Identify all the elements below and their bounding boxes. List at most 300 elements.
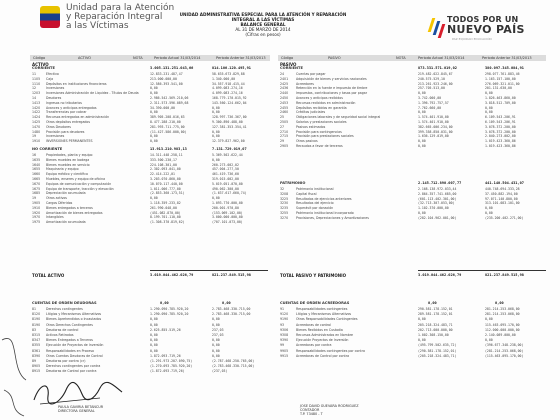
account-code: 3230 xyxy=(280,201,289,206)
account-label: Deudoras de Control por contra xyxy=(46,369,97,374)
account-label: Efectivo xyxy=(46,72,59,76)
amount-current: 1.574.401.910,00 xyxy=(418,115,449,120)
amount-previous: 0,00 xyxy=(212,110,220,115)
account-label: Superávit por donación xyxy=(296,206,334,211)
amount-previous: (1.637.617.660,74) xyxy=(212,191,247,196)
amount-previous: 1.826.463.860,00 xyxy=(485,96,516,100)
amount-current: 257.705.513,00 xyxy=(418,86,445,91)
liabilities-current-heading: CORRIENTE xyxy=(280,66,303,70)
memo-credit-total: 0,00 xyxy=(428,301,437,305)
account-code: 83 xyxy=(32,327,37,332)
amount-previous: 281.214.253.068,00 xyxy=(485,307,520,311)
account-code: 3208 xyxy=(280,191,289,196)
col-activo: ACTIVO xyxy=(78,56,92,60)
account-label: Litigios y Mecanismos Alternativos xyxy=(46,312,102,317)
unit-name-logo xyxy=(66,4,174,31)
amount-current: 0,00 xyxy=(150,343,158,348)
amount-current: 1.011.006.777,00 xyxy=(150,186,181,191)
liability-column-header xyxy=(278,55,546,61)
assets-noncurrent-heading: NO CORRIENTE xyxy=(32,147,63,151)
assets-total-rule xyxy=(150,270,268,271)
signer-right xyxy=(300,404,359,416)
amount-previous: 58.635.673.829,88 xyxy=(212,72,245,76)
account-code: 9905 xyxy=(280,348,289,353)
amount-previous: 1.019.423.360,86 xyxy=(485,144,516,148)
amount-current: 0,00 xyxy=(150,139,158,144)
amount-previous: 276.069.321.011,00 xyxy=(485,81,520,86)
account-code: 8361 xyxy=(32,348,41,353)
amount-previous: 2.140.089.000,00 xyxy=(485,333,516,337)
amount-previous: 0,00 xyxy=(212,105,220,110)
amount-previous: 201.131.630,00 xyxy=(485,86,512,91)
account-code: 8915 xyxy=(32,369,41,374)
amount-previous: 0,00 xyxy=(212,348,220,353)
amount-current: 0,00 xyxy=(150,86,158,91)
amount-previous: 0,00 xyxy=(485,317,493,322)
amount-current: (601.113.402.301,00) xyxy=(418,196,457,201)
signer-left-role: DIRECTORA GENERAL xyxy=(58,409,95,413)
account-code: 8190 xyxy=(32,317,41,322)
amount-current: (11.427.586.000,00) xyxy=(150,129,187,134)
account-label: Provisión para prestaciones sociales xyxy=(296,134,354,139)
account-code: 3270 xyxy=(280,215,289,220)
amount-current: 0,00 xyxy=(418,91,426,96)
account-label: Deudores xyxy=(46,96,62,100)
account-code: 1905 xyxy=(32,201,41,205)
amount-previous: 0,00 xyxy=(212,157,220,162)
scribble-marks xyxy=(0,300,30,420)
account-label: Otros depósitos entregados xyxy=(46,120,91,124)
doc-date: AL 31 DE MARZO DE 2014 xyxy=(235,27,291,32)
account-label: Adquisición de bienes y servicios nacionales xyxy=(296,76,367,81)
account-label: Bienes Entregados a Terceros xyxy=(46,338,93,343)
account-label: Provisión para deudores xyxy=(46,129,85,134)
account-label: Cargos Diferidos xyxy=(46,201,73,205)
account-label: Recursos recibidos en administración xyxy=(296,100,356,105)
amount-current: 213.261.923.246,00 xyxy=(418,81,453,86)
account-label: Acreedores xyxy=(296,81,314,86)
signer-right-id: T.P. 73480 - T xyxy=(300,412,323,416)
account-code: 9308 xyxy=(280,333,289,337)
account-code: 2460 xyxy=(280,110,289,115)
account-label: Responsabilidades contingentes xyxy=(296,307,348,311)
amount-previous: 112.000.000.000,00 xyxy=(485,327,520,332)
account-code: 1910 xyxy=(32,139,41,144)
account-label: Otros Derechos Contingentes xyxy=(46,322,93,327)
amount-current: 0,00 xyxy=(150,317,158,322)
amount-current: 1.636.129.019,00 xyxy=(418,134,449,139)
amount-current: 3.203.070.860,00 xyxy=(150,177,181,181)
amount-current: 2.864.357.741.685,00 xyxy=(418,191,457,196)
total-liabilities-equity-prev: 821.237.849.515,98 xyxy=(485,273,524,277)
amount-current: 240.575.529,10 xyxy=(418,76,445,81)
account-label: Derechos contingentes por contra xyxy=(46,364,101,369)
amount-previous: 128.997.736.367,00 xyxy=(212,115,247,120)
account-code: 12 xyxy=(32,86,37,91)
account-code: 1685 xyxy=(32,191,41,196)
amount-previous: 0,00 xyxy=(212,317,220,322)
amount-current: 0,00 xyxy=(418,144,426,148)
amount-current: 7.762.660,00 xyxy=(418,105,442,110)
amount-current: (1.270.093.785.920,20) xyxy=(150,364,193,369)
account-code: 8905 xyxy=(32,364,41,369)
account-label: Otras Cuentas Deudoras de Control xyxy=(46,353,103,358)
amount-current: (495.799.502.635,72) xyxy=(418,343,457,348)
assets-noncurrent-total-prev: 7.131.729.019,07 xyxy=(212,147,247,151)
account-label: Otros activos xyxy=(46,196,67,201)
account-code: 1422 xyxy=(32,110,41,115)
amount-previous: 5.369.502.622,44 xyxy=(212,153,243,157)
amount-previous: 6.109.543.206,91 xyxy=(485,120,516,124)
amount-previous: 2.783.468.330.715,00 xyxy=(212,312,251,317)
amount-current: 382.665.006.234,00 xyxy=(418,124,453,129)
account-code: 2505 xyxy=(280,120,289,124)
account-label: Pasivos estimados xyxy=(296,124,326,129)
account-label: Amortización de bienes entregados xyxy=(46,210,103,215)
amount-previous: 4.099.083.274,16 xyxy=(212,91,243,96)
account-label: Retención en la fuente e impuesto de timbre xyxy=(296,86,368,91)
account-code: 9915 xyxy=(280,353,289,358)
account-code: 1675 xyxy=(32,186,41,191)
amount-previous: 0,00 xyxy=(485,91,493,96)
equity-total-prev: 441.140.504.431,07 xyxy=(485,181,524,185)
account-code: 1910 xyxy=(32,205,41,210)
account-label: Responsabilidades contingentes por contra xyxy=(296,348,365,353)
brand-line2: NUEVO PAÍS xyxy=(447,23,525,36)
unit-name-line3: a las Víctimas xyxy=(66,21,129,31)
memo-debit-total-prev: 0,00 xyxy=(222,301,231,305)
amount-current: 2.986.542.569.210,06 xyxy=(150,96,189,100)
account-code: 3225 xyxy=(280,196,289,201)
account-code: 1655 xyxy=(32,167,41,172)
signer-right-name: JOSE DAVID GUEVARA RODRIGUEZ xyxy=(300,404,359,408)
amount-previous: 143.560.124.662,04 xyxy=(212,100,247,105)
total-liabilities-equity-now: 3.019.044.462.026,79 xyxy=(418,273,462,277)
account-code: 2450 xyxy=(280,96,289,100)
account-code: 2455 xyxy=(280,105,289,110)
amount-current: 205.218.324.483,71 xyxy=(418,322,453,327)
account-code: 11 xyxy=(32,72,37,76)
account-label: Litigios y Mecanismos Alternativos xyxy=(296,312,352,317)
account-code: 2436 xyxy=(280,86,289,91)
asset-column-header xyxy=(30,55,270,61)
account-code: 8347 xyxy=(32,338,41,343)
amount-current: 10.070.117.440,00 xyxy=(150,181,183,186)
account-code: 1203 xyxy=(32,91,41,96)
unit-name-line2: y Reparación Integral xyxy=(66,12,163,22)
account-label: Recursos Administrados en Nombre xyxy=(296,333,353,337)
amount-current: 2.311.573.596.089,68 xyxy=(150,100,189,105)
amount-current: 202.713.000.000,00 xyxy=(418,327,453,332)
amount-current: 219.482.022.845,67 xyxy=(418,72,453,76)
amount-current: 0,00 xyxy=(418,110,426,115)
amount-current: 0,00 xyxy=(418,338,426,343)
equity-heading: PATRIMONIO xyxy=(280,181,306,185)
amount-previous: 1.093.770.000,00 xyxy=(212,201,243,205)
account-code: 29 xyxy=(280,139,285,144)
amount-current: 1.396.792.757,57 xyxy=(418,100,449,105)
amount-current: 2.625.855.519,26 xyxy=(150,327,181,332)
account-label: Provisiones, Depreciaciones y Amortizaciones xyxy=(296,215,369,220)
amount-previous: (115.463.095.170,00) xyxy=(485,353,524,358)
amount-current: 0,00 xyxy=(150,333,158,337)
account-code: 3255 xyxy=(280,211,289,215)
amount-current: 12.586.393.541,00 xyxy=(150,81,183,86)
amount-current: (2.853.360.173,51) xyxy=(150,191,185,196)
amount-current: 14.311.448.258,11 xyxy=(150,153,183,157)
account-label: Equipo de transporte, tracción y elevación xyxy=(46,186,114,191)
account-code: 9306 xyxy=(280,327,289,332)
account-code: 1970 xyxy=(32,215,41,220)
assets-heading: ACTIVO xyxy=(32,62,49,67)
account-label: Deudoras por contra (cr) xyxy=(46,359,86,363)
account-label: Depósitos recibidos en garantía xyxy=(296,105,347,110)
amount-current: 0,00 xyxy=(418,317,426,322)
doc-units: (Cifras en pesos) xyxy=(245,32,281,37)
memo-credit-heading: CUENTAS DE ORDEN ACREEDORAS xyxy=(280,301,350,305)
account-label: Caja xyxy=(46,76,54,81)
amount-current: 34.390.000,00 xyxy=(150,105,175,110)
amount-current: 3.742.000,00 xyxy=(418,96,442,100)
amount-previous: 5.019.051.070,00 xyxy=(212,181,243,186)
amount-current: 333.500.230,17 xyxy=(150,157,177,162)
col-current: Periodo Actual 31/03/2014 xyxy=(418,56,465,60)
amount-current: 224.108.301,00 xyxy=(150,162,177,167)
amount-current: (205.218.324.483,71) xyxy=(418,353,457,358)
amount-previous: (2.787.468.250.765,00) xyxy=(212,359,255,363)
national-seal-icon xyxy=(40,6,60,28)
account-label: Bienes Aprehendidos o Incautados xyxy=(46,317,102,322)
amount-previous: 9.300.890.488,00 xyxy=(212,120,243,124)
account-label: Acreedoras por contra xyxy=(296,343,332,348)
signer-right-role: CONTADOR xyxy=(300,408,320,412)
amount-current: (1.872.093.719,26) xyxy=(150,369,185,374)
account-label: Patrimonio institucional incorporado xyxy=(296,211,354,215)
amount-previous: 461.419.736,60 xyxy=(212,172,239,177)
account-code: 9190 xyxy=(280,317,289,322)
account-code: 14 xyxy=(32,96,37,100)
amount-current: 0,00 xyxy=(150,110,158,115)
account-code: 27 xyxy=(280,124,285,129)
account-code: 1635 xyxy=(32,157,41,162)
amount-current: 389.905.208.016,63 xyxy=(150,115,185,120)
signer-left xyxy=(58,405,103,413)
handwritten-signature xyxy=(30,378,126,408)
account-label: Amortización acumulada xyxy=(46,220,86,225)
amount-previous: 281.214.253.068,00 xyxy=(485,312,520,317)
account-label: Equipo médico y científico xyxy=(46,172,88,177)
account-label: Intangibles xyxy=(46,215,64,220)
amount-previous: 3.000.000.000,00 xyxy=(212,215,243,220)
amount-previous: 3.818.512.709,00 xyxy=(485,100,516,105)
account-label: Bienes muebles en servicio xyxy=(46,162,90,167)
total-liabilities-equity-label: TOTAL PASIVO Y PATRIMONIO xyxy=(280,273,346,278)
account-code: 8315 xyxy=(32,333,41,337)
account-code: 25 xyxy=(280,115,285,120)
amount-current: 0,00 xyxy=(418,211,426,215)
amount-current: 289.581.178.152,01 xyxy=(418,312,453,317)
amount-previous: 34.557.918.415,44 xyxy=(212,81,245,86)
account-label: Avances y anticipos recibidos xyxy=(296,96,343,100)
amount-previous: 319.015.002,00 xyxy=(212,177,239,181)
account-code: 1110 xyxy=(32,81,41,86)
brand-tagline: PAZ EQUIDAD EDUCACIÓN xyxy=(452,37,492,41)
amount-previous: 0,00 xyxy=(212,353,220,358)
unit-name-line1: Unidad para la Atención xyxy=(66,3,175,13)
account-code: 1413 xyxy=(32,100,41,105)
account-code: 93 xyxy=(280,322,285,327)
amount-current: 1.872.093.719,26 xyxy=(150,353,181,358)
account-label: Muebles, enseres y equipo de oficina xyxy=(46,177,106,181)
amount-current: (290.581.178.152,01) xyxy=(418,348,457,353)
amount-current: 290.581.178.152,01 xyxy=(418,307,453,311)
signer-left-name: PAULA GAVIRIA BETANCUR xyxy=(58,405,104,409)
amount-previous: 260.273.002,02 xyxy=(212,162,239,167)
amount-previous: 313.101.083.101,00 xyxy=(485,201,520,206)
amount-current: (1.291.973.207.090,75) xyxy=(150,359,193,363)
amount-previous: 0,00 xyxy=(485,338,493,343)
account-label: Créditos judiciales xyxy=(296,110,326,115)
col-pasivo: PASIVO xyxy=(328,56,341,60)
account-label: Otras Responsabilidades Contingentes xyxy=(296,317,358,322)
amount-current: 0,00 xyxy=(418,139,426,144)
account-code: 1660 xyxy=(32,172,41,177)
document-heading xyxy=(178,12,348,37)
amount-previous: 1.340.000,00 xyxy=(212,76,236,81)
account-code: 1105 xyxy=(32,76,41,81)
amount-current: 0,00 xyxy=(150,338,158,343)
assets-current-total-prev: 814.106.120.495,91 xyxy=(212,66,251,70)
col-previous: Periodo Anterior 31/03/2013 xyxy=(216,56,266,60)
account-label: Otros Deudores xyxy=(46,124,71,129)
amount-previous: (235.200.402.271,00) xyxy=(485,215,524,220)
account-code: 1425 xyxy=(32,120,41,124)
account-label: Depósitos en instituciones financieras xyxy=(46,81,107,86)
amount-current: 261.990.048,00 xyxy=(150,205,177,210)
account-code: 1420 xyxy=(32,105,41,110)
amount-current: 1.290.090.785.920,20 xyxy=(150,307,189,311)
total-assets-now: 3.019.044.462.026,79 xyxy=(150,273,194,277)
account-label: Patrimonio institucional xyxy=(296,187,334,191)
account-label: Bienes muebles en bodega xyxy=(46,157,90,162)
amount-current: 1.290.090.785.920,20 xyxy=(150,312,189,317)
account-code: 81 xyxy=(32,307,37,311)
liabilities-heading: PASIVO xyxy=(280,62,297,67)
account-label: Resultados del ejercicio xyxy=(296,201,334,206)
amount-previous: 2.040.273.002,00 xyxy=(485,134,516,139)
account-label: Ejecución Proyectos de Inversión xyxy=(296,338,349,343)
account-code: 8120 xyxy=(32,312,41,317)
amount-previous: 200.001.970,80 xyxy=(212,205,239,210)
amount-current: 22.414.222,01 xyxy=(150,172,175,177)
account-code: 8390 xyxy=(32,353,41,358)
amount-current: 2.168.138.972.033,44 xyxy=(418,187,457,191)
account-code: 2401 xyxy=(280,76,289,81)
memo-debit-heading: CUENTAS DE ORDEN DEUDORAS xyxy=(32,301,97,305)
total-assets-label: TOTAL ACTIVO xyxy=(32,273,65,278)
account-label: Equipos de comunicación y computación xyxy=(46,181,112,186)
doc-subtitle: BALANCE GENERAL xyxy=(240,22,286,27)
amount-current: 0,00 xyxy=(150,196,158,201)
amount-current: 281.993.711.775,00 xyxy=(150,124,185,129)
amount-previous: (237,03) xyxy=(212,369,228,374)
amount-previous: 127.381.353.354,41 xyxy=(212,124,247,129)
amount-previous: 0,00 xyxy=(485,206,493,211)
equity-total: 2.145.712.890.007,77 xyxy=(418,181,462,185)
account-code: 2425 xyxy=(280,81,289,86)
amount-previous: 0,00 xyxy=(212,343,220,348)
amount-previous: 97.071.140.800,00 xyxy=(485,196,518,201)
account-code: 2440 xyxy=(280,91,289,96)
account-code: 24 xyxy=(280,72,285,76)
amount-previous: 12.379.827.962,00 xyxy=(212,139,245,144)
account-code: 99 xyxy=(280,343,285,348)
amount-previous: 0,00 xyxy=(485,110,493,115)
amount-current: 8.477.288.210,00 xyxy=(150,120,181,124)
account-label: Transferencias por cobrar xyxy=(46,110,87,115)
amount-current: (451.082.870,00) xyxy=(150,210,181,215)
amount-previous: (153.069.102,00) xyxy=(212,210,243,215)
amount-previous: 168.779.170.015,92 xyxy=(212,96,247,100)
account-label: Propiedades, planta y equipo xyxy=(46,153,93,157)
amount-previous: (2.783.468.330.715,00) xyxy=(212,364,255,369)
amount-previous: 3.078.372.200,00 xyxy=(485,129,516,134)
amount-previous: 115.463.095.170,00 xyxy=(485,322,520,327)
account-code: 1670 xyxy=(32,181,41,186)
account-label: Recursos entregados en administración xyxy=(46,115,110,120)
amount-previous: 237,03 xyxy=(212,333,224,337)
amount-current: 12.833.231.487,47 xyxy=(150,72,183,76)
amount-previous: 0,00 xyxy=(485,105,493,110)
amount-previous: 0,00 xyxy=(212,196,220,201)
account-label: Bienes entregados a terceros xyxy=(46,205,93,210)
amount-current: (282.104.962.001,00) xyxy=(418,215,457,220)
amount-previous: 457.004.277,50 xyxy=(212,167,239,172)
account-label: Cuentas por pagar xyxy=(296,72,326,76)
amount-previous: 298.077.761.883,46 xyxy=(485,72,520,76)
account-code: 1665 xyxy=(32,177,41,181)
amount-previous: 0,00 xyxy=(212,322,220,327)
account-label: Ingresos no tributarios xyxy=(46,100,82,105)
assets-current-heading: CORRIENTE xyxy=(32,66,55,70)
amount-previous: 3.078.372.200,00 xyxy=(485,124,516,129)
account-code: 9120 xyxy=(280,312,289,317)
amount-current: 0,00 xyxy=(150,348,158,353)
liabilities-total-rule xyxy=(418,270,546,271)
account-code: 2710 xyxy=(280,129,289,134)
account-label: Responsabilidades en Proceso xyxy=(46,348,94,353)
amount-previous: (707.101.073,00) xyxy=(212,220,243,225)
liabilities-current-total: 873.331.571.019,02 xyxy=(418,66,457,70)
account-code: 89 xyxy=(32,359,37,363)
account-label: Acreedoras de control xyxy=(296,322,331,327)
amount-previous: 237,03 xyxy=(212,327,224,332)
account-code: 9390 xyxy=(280,338,289,343)
brand-line1: TODOS POR UN xyxy=(447,15,519,24)
col-previous: Periodo Anterior 31/03/2013 xyxy=(482,56,532,60)
account-code: 32 xyxy=(280,187,285,191)
account-code: 8355 xyxy=(32,343,41,348)
amount-current: (1.308.370.819,62) xyxy=(150,220,185,225)
memo-credit-total-prev: 0,00 xyxy=(495,301,504,305)
account-label: Resultados de ejercicios anteriores xyxy=(296,196,352,201)
account-code: 91 xyxy=(280,307,285,311)
amount-previous: 37.450.882.194,00 xyxy=(485,191,518,196)
amount-current: (32.713.307.053,00) xyxy=(418,201,455,206)
account-label: Otros pasivos xyxy=(296,139,318,144)
liabilities-current-total-prev: 380.097.345.084,91 xyxy=(485,66,524,70)
col-code: Código xyxy=(33,56,46,60)
